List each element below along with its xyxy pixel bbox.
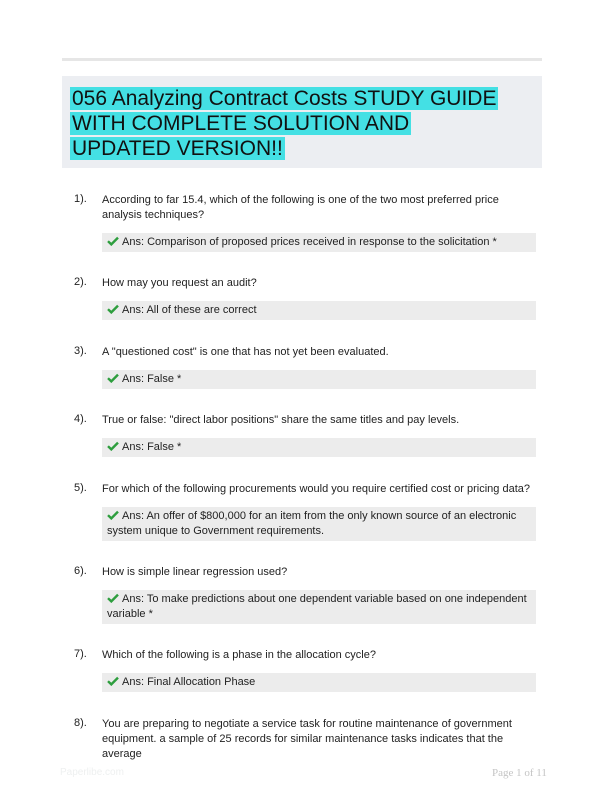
question-text: A "questioned cost" is one that has not yet been evaluated.	[102, 346, 389, 358]
answer-text: Ans: Final Allocation Phase	[122, 676, 256, 688]
top-divider	[62, 58, 542, 61]
check-icon	[107, 441, 119, 451]
answer-box	[102, 438, 536, 457]
question-item	[74, 717, 536, 762]
question-text: True or false: "direct labor positions" share the same titles and pay levels.	[102, 414, 460, 426]
question-item	[74, 482, 536, 541]
question-text: According to far 15.4, which of the following is one of the two most preferred price analysis techniques?	[102, 194, 499, 221]
question-text: How is simple linear regression used?	[102, 566, 288, 578]
question-text: How may you request an audit?	[102, 277, 257, 289]
check-icon	[107, 373, 119, 383]
check-icon	[107, 510, 119, 520]
question-item	[74, 276, 536, 320]
title-banner	[62, 76, 542, 168]
question-number: 4).	[74, 413, 87, 425]
answer-text: Ans: An offer of $800,000 for an item from the only known source of an electronic system unique to Government requirements.	[107, 510, 517, 537]
question-number: 1).	[74, 193, 87, 205]
question-number: 8).	[74, 717, 87, 729]
answer-text: Ans: All of these are correct	[122, 304, 257, 316]
question-number: 2).	[74, 276, 87, 288]
answer-text: Ans: To make predictions about one dependent variable based on one independent variable *	[107, 593, 527, 620]
question-number: 5).	[74, 482, 87, 494]
question-text: For which of the following procurements would you require certified cost or pricing data?	[102, 483, 530, 495]
answer-text: Ans: False *	[122, 373, 182, 385]
document-title: 056 Analyzing Contract Costs STUDY GUIDE WITH COMPLETE SOLUTION AND UPDATED VERSION!!	[72, 87, 497, 160]
answer-box	[102, 233, 536, 252]
check-icon	[107, 304, 119, 314]
check-icon	[107, 676, 119, 686]
question-number: 7).	[74, 648, 87, 660]
page-indicator: Page 1 of 11	[492, 767, 547, 779]
answer-box	[102, 673, 536, 692]
footer-watermark: Paperlibe.com	[60, 767, 124, 778]
check-icon	[107, 236, 119, 246]
answer-box	[102, 301, 536, 320]
question-item	[74, 565, 536, 624]
question-text: Which of the following is a phase in the allocation cycle?	[102, 649, 376, 661]
question-number: 3).	[74, 345, 87, 357]
answer-text: Ans: Comparison of proposed prices received in response to the solicitation *	[122, 236, 497, 248]
answer-box	[102, 590, 536, 624]
question-item	[74, 345, 536, 389]
question-item	[74, 648, 536, 692]
question-number: 6).	[74, 565, 87, 577]
answer-text: Ans: False *	[122, 441, 182, 453]
question-item	[74, 193, 536, 252]
check-icon	[107, 593, 119, 603]
question-text: You are preparing to negotiate a service task for routine maintenance of government equipment. a sample of 25 records for similar maintenance tasks indicates that the average	[102, 718, 512, 760]
answer-box	[102, 507, 536, 541]
question-item	[74, 413, 536, 457]
answer-box	[102, 370, 536, 389]
